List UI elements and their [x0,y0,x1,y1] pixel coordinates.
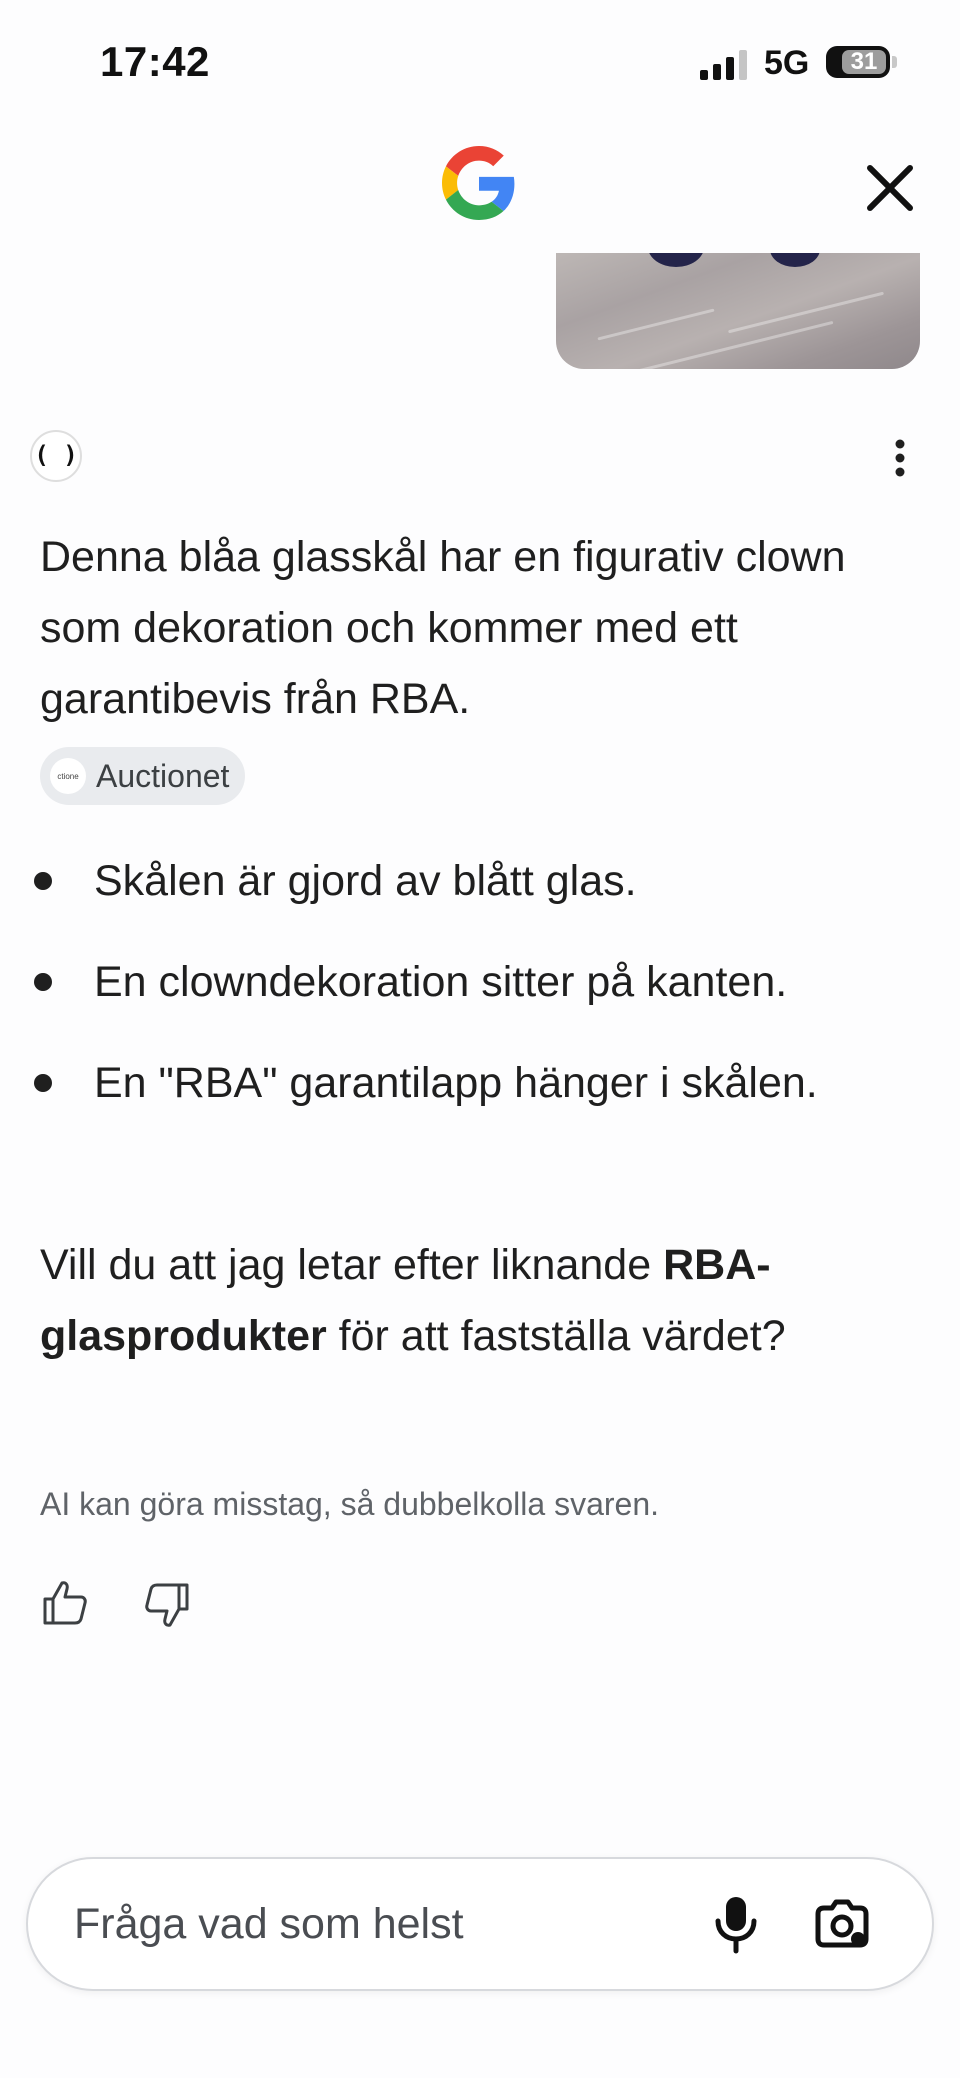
bullet-item [0,1050,960,1151]
answer-text: Denna blåa glasskål har en figurativ clown som dekoration och kommer med ett garantibevis från RBA. [40,533,846,723]
battery-level: 31 [842,50,886,74]
source-favicon: ctione [50,758,86,794]
microphone-icon[interactable] [710,1895,762,1955]
thumbs-down-icon[interactable] [142,1580,192,1630]
bullet-text: Skålen är gjord av blått glas. [94,857,637,905]
source-name: Auctionet [96,757,230,794]
battery-icon [826,46,890,78]
bullet-text: En clowndekoration sitter på kanten. [94,958,788,1006]
bullet-item [0,949,960,1050]
question-text-after: för att fastställa värdet? [326,1312,786,1360]
bullet-list [0,848,960,1151]
status-time: 17:42 [100,38,210,85]
follow-up-question [40,1230,920,1372]
ask-bar [26,1857,934,1991]
bullet-item [0,848,960,949]
google-lens-camera-icon[interactable] [814,1897,870,1953]
bullet-text: En "RBA" garantilapp hänger i skålen. [94,1059,818,1107]
google-g-icon [442,146,516,220]
more-options-icon[interactable] [880,432,920,484]
question-text-bold: RBA-glasprodukter [40,1241,771,1360]
ai-mode-avatar-icon: ( ) [30,430,82,482]
uploaded-image-thumbnail[interactable] [556,253,920,369]
source-chip[interactable] [40,747,245,805]
battery-cap [892,56,897,68]
close-icon[interactable] [858,156,922,220]
question-text-before: Vill du att jag letar efter liknande [40,1241,664,1289]
thumbs-up-icon[interactable] [40,1578,90,1628]
signal-strength-icon [700,50,750,80]
bullet-dot [34,973,52,991]
ask-input[interactable] [74,1889,674,1959]
status-bar [0,0,960,120]
bullet-dot [34,1074,52,1092]
network-type: 5G [764,44,810,82]
bullet-dot [34,872,52,890]
ai-disclaimer: AI kan göra misstag, så dubbelkolla svaren. [40,1486,659,1522]
